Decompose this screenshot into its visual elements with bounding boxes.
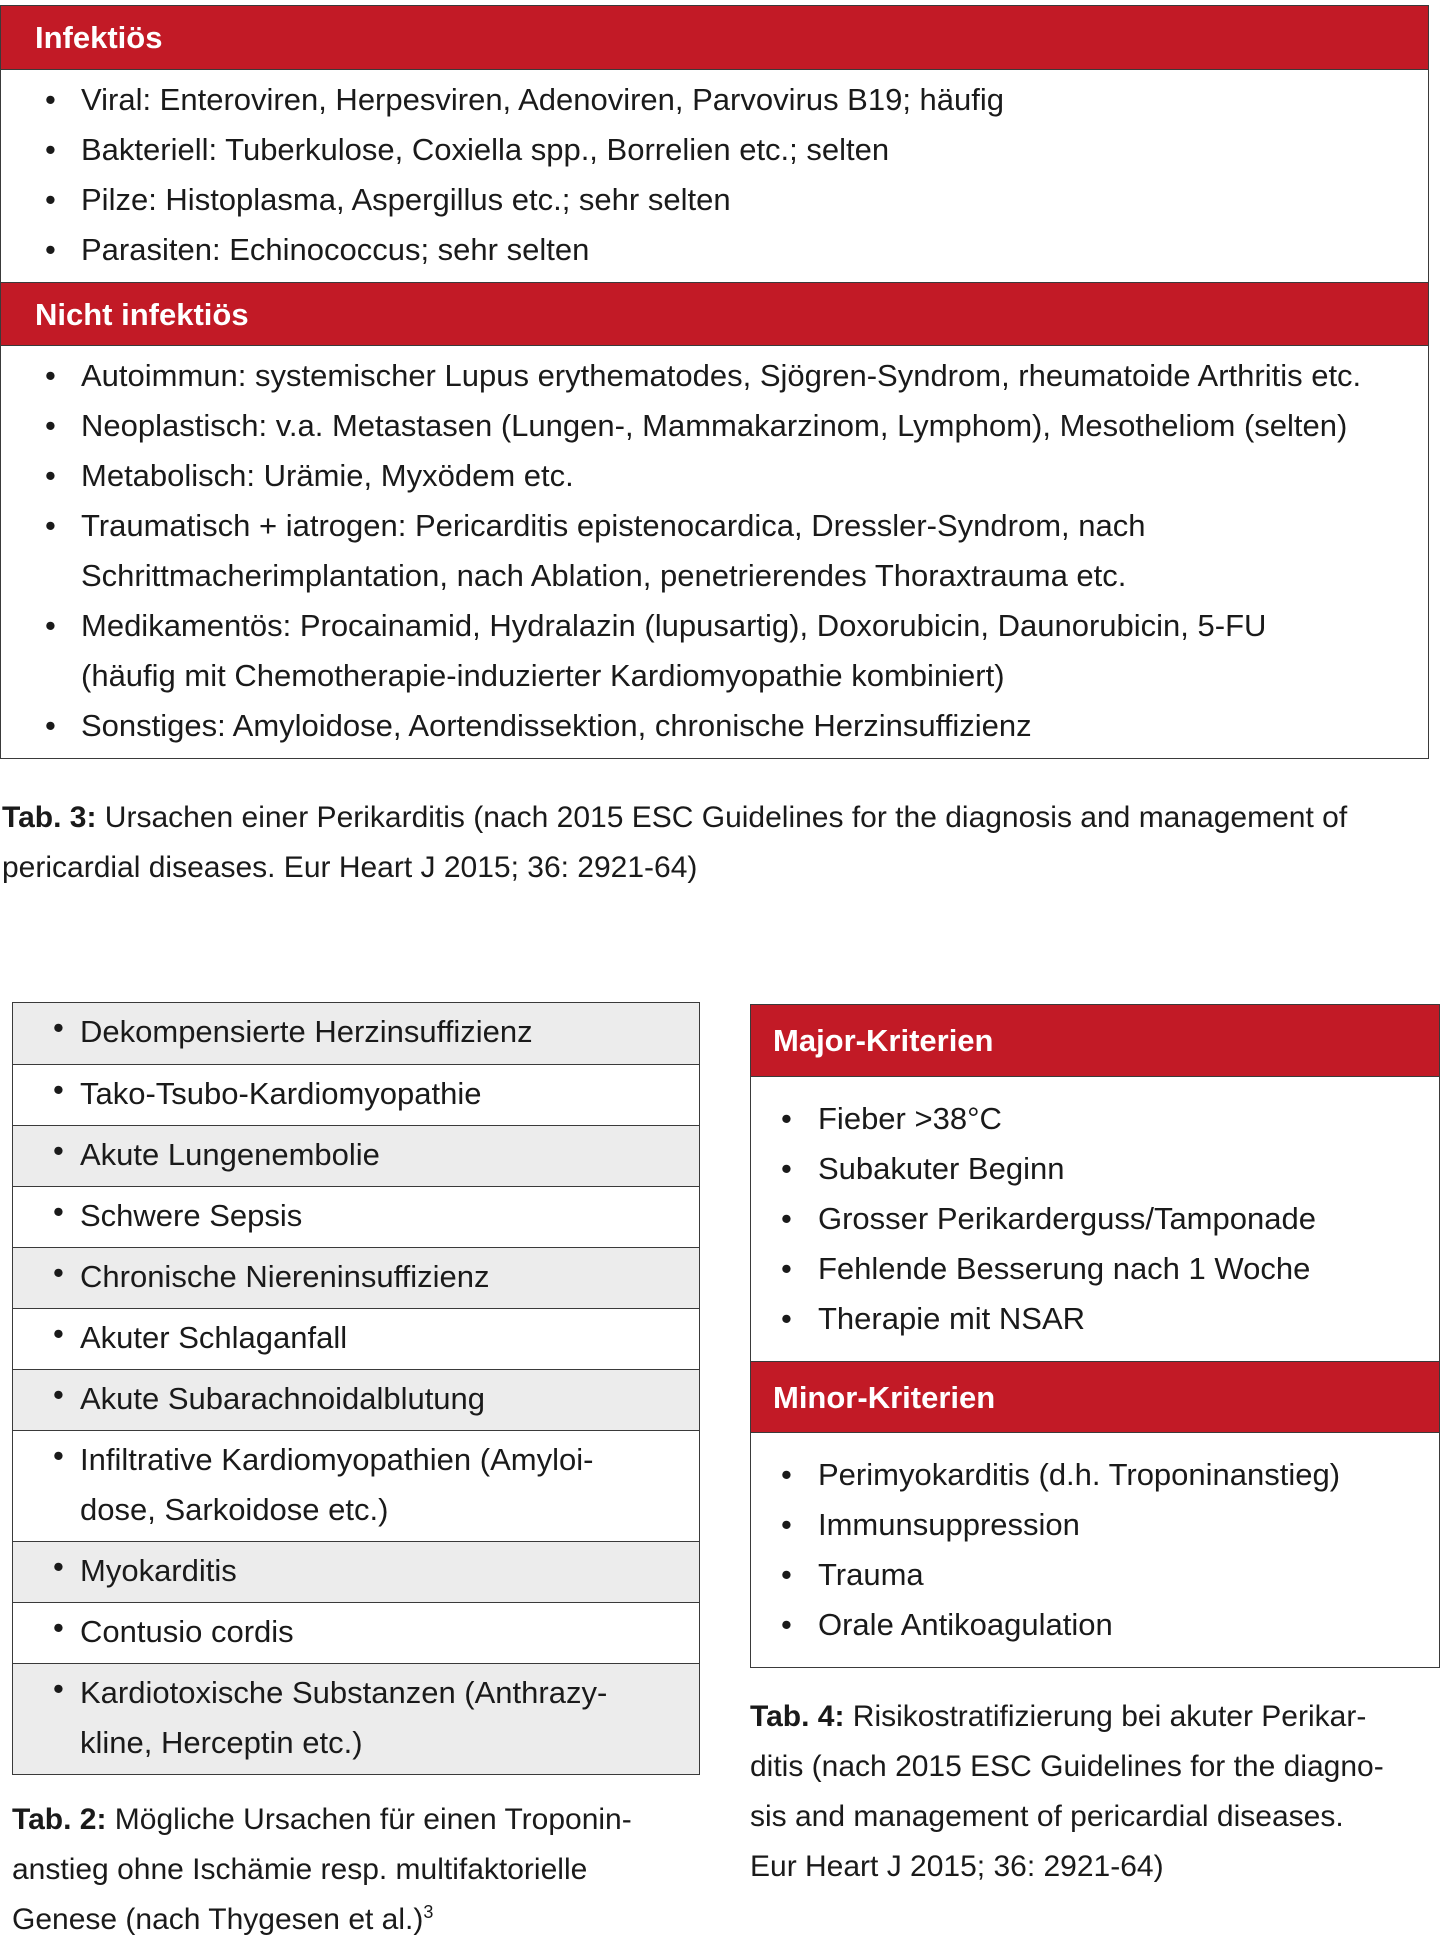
bullet: • — [45, 232, 56, 267]
table-row: • Tako-Tsubo-Kardiomyopathie — [13, 1064, 699, 1125]
bullet: • — [53, 1194, 64, 1229]
caption-label: Tab. 4: — [750, 1700, 845, 1733]
bullet: • — [45, 182, 56, 217]
footnote-ref: 3 — [423, 1902, 434, 1922]
bullet: • — [53, 1072, 64, 1107]
major-list — [751, 1077, 1439, 1361]
bullet: • — [781, 1557, 792, 1592]
bullet: • — [781, 1457, 792, 1492]
bullet: • — [53, 1316, 64, 1351]
minor-list — [751, 1433, 1439, 1667]
section-header-nicht-infektioes: Nicht infektiös — [1, 282, 1428, 346]
bullet: • — [53, 1671, 64, 1706]
tab4-table — [750, 1004, 1440, 1668]
bullet: • — [45, 408, 56, 443]
bullet: • — [45, 608, 56, 643]
tab3-table — [0, 5, 1429, 759]
tab2-caption: Tab. 2: Mögliche Ursachen für einen Troponin- anstieg ohne Ischämie resp. multifaktorielle Genese (nach Thygesen et al.)$^3$ — [12, 1803, 632, 1936]
list-item: • Grosser Perikarderguss/Tamponade — [751, 1194, 1439, 1244]
list-item: • Parasiten: Echinococcus; sehr selten — [1, 225, 1428, 275]
bullet: • — [53, 1010, 64, 1045]
bullet: • — [53, 1610, 64, 1645]
tab3-caption: Tab. 3: Ursachen einer Perikarditis (nach 2015 ESC Guidelines for the diagnosis and management of pericardial diseases. Eur Heart J 2015; 36: 2921-64) — [2, 801, 1348, 884]
bullet: • — [781, 1251, 792, 1286]
list-item: • Traumatisch + iatrogen: Pericarditis epistenocardica, Dressler-Syndrom, nach Schrittmacherimplantation, nach Ablation, penetrierendes Thoraxtrauma etc. — [1, 501, 1428, 601]
list-item: • Sonstiges: Amyloidose, Aortendissektion, chronische Herzinsuffizienz — [1, 701, 1428, 751]
table-row: • Myokarditis — [13, 1541, 699, 1602]
section-header-minor: Minor-Kriterien — [751, 1361, 1439, 1433]
list-item: • Fieber >38°C — [751, 1094, 1439, 1144]
bullet: • — [53, 1438, 64, 1473]
list-item: • Fehlende Besserung nach 1 Woche — [751, 1244, 1439, 1294]
bullet: • — [45, 708, 56, 743]
list-item: • Perimyokarditis (d.h. Troponinanstieg) — [751, 1450, 1439, 1500]
table-row: • Contusio cordis — [13, 1602, 699, 1663]
bullet: • — [781, 1607, 792, 1642]
bullet: • — [45, 458, 56, 493]
bullet: • — [53, 1549, 64, 1584]
list-item: • Pilze: Histoplasma, Aspergillus etc.; sehr selten — [1, 175, 1428, 225]
list-item: • Trauma — [751, 1550, 1439, 1600]
section-header-infektioes: Infektiös — [1, 6, 1428, 70]
table-row: • Akute Subarachnoidalblutung — [13, 1369, 699, 1430]
bullet: • — [45, 358, 56, 393]
bullet: • — [45, 132, 56, 167]
bullet: • — [53, 1377, 64, 1412]
list-item: • Orale Antikoagulation — [751, 1600, 1439, 1650]
table-row: • Infiltrative Kardiomyopathien (Amyloi- dose, Sarkoidose etc.) — [13, 1430, 699, 1541]
table-row: • Kardiotoxische Substanzen (Anthrazy- kline, Herceptin etc.) — [13, 1663, 699, 1774]
caption-label: Tab. 2: — [12, 1803, 107, 1836]
bullet: • — [781, 1507, 792, 1542]
bullet: • — [53, 1133, 64, 1168]
nicht-infektioes-list — [1, 346, 1428, 758]
infektioes-list — [1, 70, 1428, 282]
list-item: • Viral: Enteroviren, Herpesviren, Adenoviren, Parvovirus B19; häufig — [1, 75, 1428, 125]
bullet: • — [781, 1151, 792, 1186]
bullet: • — [45, 82, 56, 117]
table-row: • Akute Lungenembolie — [13, 1125, 699, 1186]
list-item: • Neoplastisch: v.a. Metastasen (Lungen-, Mammakarzinom, Lymphom), Mesotheliom (selten) — [1, 401, 1428, 451]
list-item: • Autoimmun: systemischer Lupus erythematodes, Sjögren-Syndrom, rheumatoide Arthritis etc. — [1, 351, 1428, 401]
list-item: • Immunsuppression — [751, 1500, 1439, 1550]
list-item: • Subakuter Beginn — [751, 1144, 1439, 1194]
tab4-caption: Tab. 4: Risikostratifizierung bei akuter Perikar- ditis (nach 2015 ESC Guidelines for the diagno- sis and management of pericardial diseases. Eur Heart J 2015; 36: 2921-64) — [750, 1700, 1384, 1883]
bullet: • — [781, 1201, 792, 1236]
tab2-table — [12, 1002, 700, 1775]
bullet: • — [781, 1301, 792, 1336]
table-row: • Dekompensierte Herzinsuffizienz — [13, 1003, 699, 1064]
list-item: • Metabolisch: Urämie, Myxödem etc. — [1, 451, 1428, 501]
bullet: • — [45, 508, 56, 543]
table-row: • Chronische Niereninsuffizienz — [13, 1247, 699, 1308]
list-item: • Medikamentös: Procainamid, Hydralazin (lupusartig), Doxorubicin, Daunorubicin, 5-FU (häufig mit Chemotherapie-induzierter Kardiomyopathie kombiniert) — [1, 601, 1428, 701]
list-item: • Bakteriell: Tuberkulose, Coxiella spp., Borrelien etc.; selten — [1, 125, 1428, 175]
section-header-major: Major-Kriterien — [751, 1005, 1439, 1077]
table-row: • Akuter Schlaganfall — [13, 1308, 699, 1369]
table-row: • Schwere Sepsis — [13, 1186, 699, 1247]
caption-label: Tab. 3: — [2, 801, 97, 834]
list-item: • Therapie mit NSAR — [751, 1294, 1439, 1344]
bullet: • — [781, 1101, 792, 1136]
bullet: • — [53, 1255, 64, 1290]
